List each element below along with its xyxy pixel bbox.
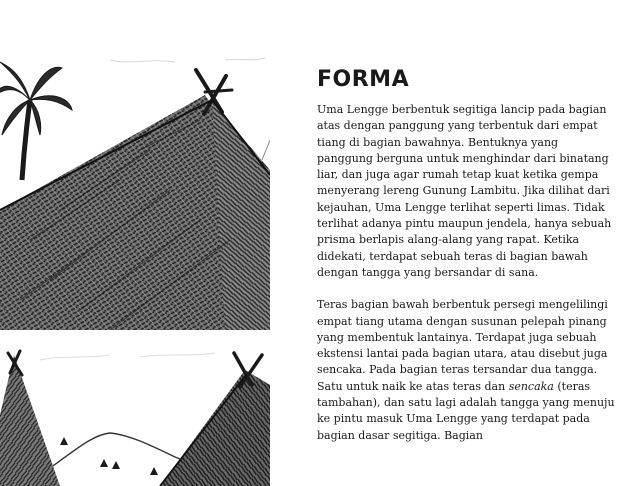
- uma-lengge-roof-illustration: [0, 40, 270, 330]
- paragraph-2: [317, 297, 617, 444]
- roof-left: [0, 355, 60, 486]
- paragraph-2-text-a: Teras bagian bawah berbentuk persegi mengelilingi empat tiang utama dengan susunan pelepah pinang yang membentuk lantainya. Terdapat juga sebuah ekstensi lantai pada bagian utara, atau disebut juga sencaka. Pada bagian teras tersandar dua tangga. Satu untuk naik ke atas teras dan: [317, 298, 608, 393]
- section-heading: FORMA: [317, 67, 410, 92]
- text-column: [317, 66, 617, 444]
- village-sketch: [0, 345, 270, 486]
- paragraph-2-text-b: (teras tambahan), dan satu lagi adalah tangga yang menuju ke pintu masuk Uma Lengge yang terdapat pada bagian dasar segitiga. Bagian: [317, 379, 615, 442]
- palm-tree: [0, 62, 72, 180]
- roof-sketch: [0, 40, 270, 330]
- paragraph-1: Uma Lengge berbentuk segitiga lancip pada bagian atas dengan panggung yang terbentuk dari empat tiang di bagian bawahnya. Bentuknya yang panggung berguna untuk menghindar dari binatang liar, dan juga agar rumah tetap kuat ketika gempa menyerang lereng Gunung Lambitu. Jika dilihat dari kejauhan, Uma Lengge terlihat seperti limas. Tidak terlihat adanya pintu maupun jendela, hanya sebuah prisma berlapis alang-alang yang rapat. Ketika didekati, terdapat sebuah teras di bagian bawah dengan tangga yang bersandar di sana.: [317, 103, 612, 279]
- roof-right: [160, 370, 270, 486]
- village-roofs-illustration: [0, 345, 270, 486]
- paragraph-2-italic-term: sencaka: [508, 379, 554, 393]
